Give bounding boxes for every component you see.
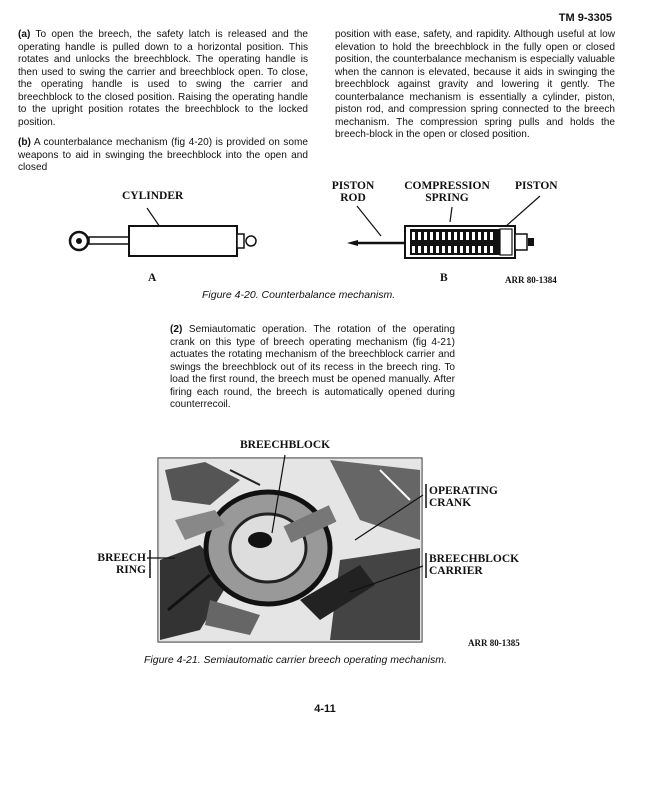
label-carrier-line2: CARRIER [429,565,483,577]
paragraph-2-text: Semiautomatic operation. The rotation of the operating crank on this type of breech operating mechanism (fig 4-21) actuates the rotating mechanism of the breechblock carrier and swings the breechblock out of its recess in the breech ring. To load the first round, the breech must be opened manually. After firing each round, the breech is automatically opened during counterrecoil. [170,324,455,410]
label-operating-line2: CRANK [429,497,472,509]
right-column-text: position with ease, safety, and rapidity. Although useful at low elevation to hold the breechblock in the fully open or closed position, the counterbalance mechanism is especially valuable when the cannon is elevated, because it aids in swinging the breechblock against gravity and lowering it gently. The counterbalance mechanism is essentially a cylinder, piston, piston rod, and compression spring connected to the breech mechanism. The compression spring pulls and holds the breech-block in the open or closed position. [335,29,615,140]
label-carrier-line1: BREECHBLOCK [429,553,520,565]
arr-number-4-21: ARR 80-1385 [468,638,520,648]
figure-4-20-caption: Figure 4-20. Counterbalance mechanism. [202,289,396,301]
paragraph-b-text: A counterbalance mechanism (fig 4-20) is provided on some weapons to aid in swinging the breechblock into the open and closed [18,137,308,173]
label-cylinder: CYLINDER [122,190,184,202]
tm-number: TM 9-3305 [558,12,612,24]
label-a: A [148,272,157,284]
label-breech-ring [92,552,146,576]
paragraph-2 [170,324,455,412]
label-piston-rod-line2: ROD [340,192,366,204]
label-breech-ring-line1: BREECH [97,552,146,564]
label-breech-ring-line2: RING [115,564,146,576]
label-piston: PISTON [515,180,558,192]
label-operating-line1: OPERATING [429,485,498,497]
label-compression-line2: SPRING [425,192,469,204]
paragraph-2-marker: (2) [170,324,183,335]
label-piston-rod [328,180,378,204]
label-compression-spring [398,180,496,204]
label-breechblock-carrier [429,553,519,577]
paragraph-a-marker: (a) [18,29,31,40]
figure-4-21-caption: Figure 4-21. Semiautomatic carrier breech operating mechanism. [144,654,447,666]
label-piston-rod-line1: PISTON [331,180,375,192]
label-operating-crank [429,485,498,509]
paragraph-a-text: To open the breech, the safety latch is released and the operating handle is pulled down to a horizontal position. This rotates and unlocks the breechblock. The operating handle is then used to swing the carrier and breechblock open. To close, the operating handle is used to swing the carrier and breechblock to the closed position. Raising the operating handle to the upright position rotates the breechblock to the locked position. [18,29,308,128]
label-compression-line1: COMPRESSION [404,180,490,192]
label-b: B [440,272,448,284]
label-breechblock: BREECHBLOCK [240,439,331,451]
figure-4-21-photo [147,455,426,642]
cutaway-b-illustration [347,196,540,258]
cylinder-a-illustration [70,208,256,256]
arr-number-4-20: ARR 80-1384 [505,275,557,285]
paragraph-b-marker: (b) [18,137,31,148]
page-number: 4-11 [314,703,336,715]
